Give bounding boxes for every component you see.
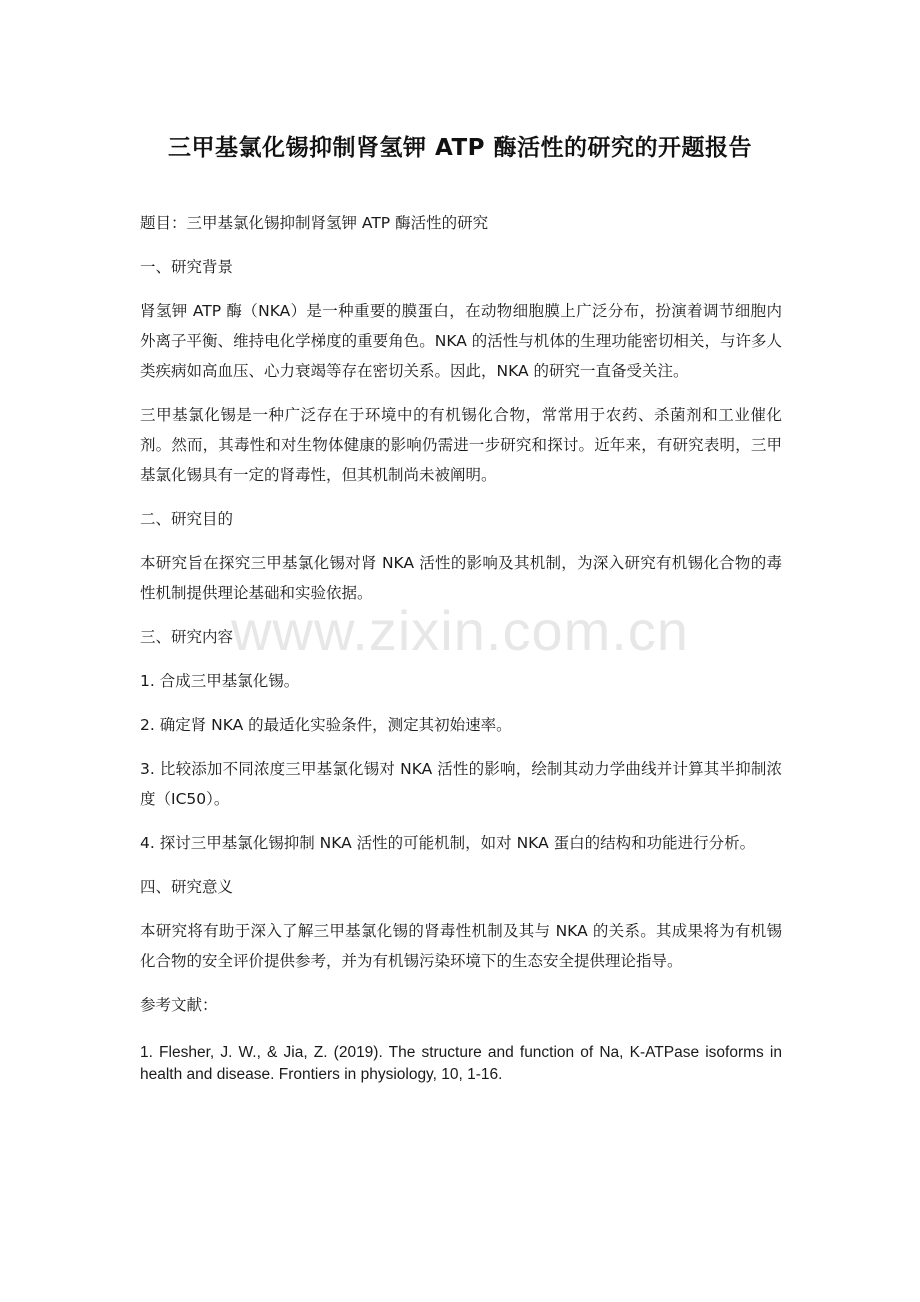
content-item-4: 4. 探讨三甲基氯化锡抑制 NKA 活性的可能机制，如对 NKA 蛋白的结构和功能进行分析。 — [140, 834, 756, 852]
background-paragraph-2: 三甲基氯化锡是一种广泛存在于环境中的有机锡化合物，常常用于农药、杀菌剂和工业催化剂。然而，其毒性和对生物体健康的影响仍需进一步研究和探讨。近年来，有研究表明，三甲基氯化锡具有一定的肾毒性，但其机制尚未被阐明。 — [140, 406, 782, 484]
references-heading: 参考文献： — [140, 996, 218, 1014]
section-heading-purpose: 二、研究目的 — [140, 510, 234, 528]
reference-item-1: 1. Flesher, J. W., & Jia, Z. (2019). The structure and function of Na, K-ATPase isoforms in health and disease. Frontiers in physiology, 10, 1-16. — [140, 1044, 782, 1083]
document-title: 三甲基氯化锡抑制肾氢钾 ATP 酶活性的研究的开题报告 — [167, 135, 753, 161]
significance-paragraph: 本研究将有助于深入了解三甲基氯化锡的肾毒性机制及其与 NKA 的关系。其成果将为有机锡化合物的安全评价提供参考，并为有机锡污染环境下的生态安全提供理论指导。 — [140, 922, 782, 970]
subject-line: 题目：三甲基氯化锡抑制肾氢钾 ATP 酶活性的研究 — [140, 214, 489, 232]
watermark: www.zixin.com.cn — [231, 599, 689, 662]
purpose-paragraph: 本研究旨在探究三甲基氯化锡对肾 NKA 活性的影响及其机制，为深入研究有机锡化合物的毒性机制提供理论基础和实验依据。 — [140, 554, 782, 602]
content-item-1: 1. 合成三甲基氯化锡。 — [140, 672, 300, 690]
content-item-3: 3. 比较添加不同浓度三甲基氯化锡对 NKA 活性的影响，绘制其动力学曲线并计算其半抑制浓度（IC50）。 — [140, 760, 782, 808]
document-body — [140, 208, 782, 1100]
section-heading-content: 三、研究内容 — [140, 628, 234, 646]
background-paragraph-1: 肾氢钾 ATP 酶（NKA）是一种重要的膜蛋白，在动物细胞膜上广泛分布，扮演着调节细胞内外离子平衡、维持电化学梯度的重要角色。NKA 的活性与机体的生理功能密切相关，与许多人类疾病如高血压、心力衰竭等存在密切关系。因此，NKA 的研究一直备受关注。 — [140, 302, 782, 380]
section-heading-significance: 四、研究意义 — [140, 878, 234, 896]
section-heading-background: 一、研究背景 — [140, 258, 234, 276]
content-item-2: 2. 确定肾 NKA 的最适化实验条件，测定其初始速率。 — [140, 716, 512, 734]
